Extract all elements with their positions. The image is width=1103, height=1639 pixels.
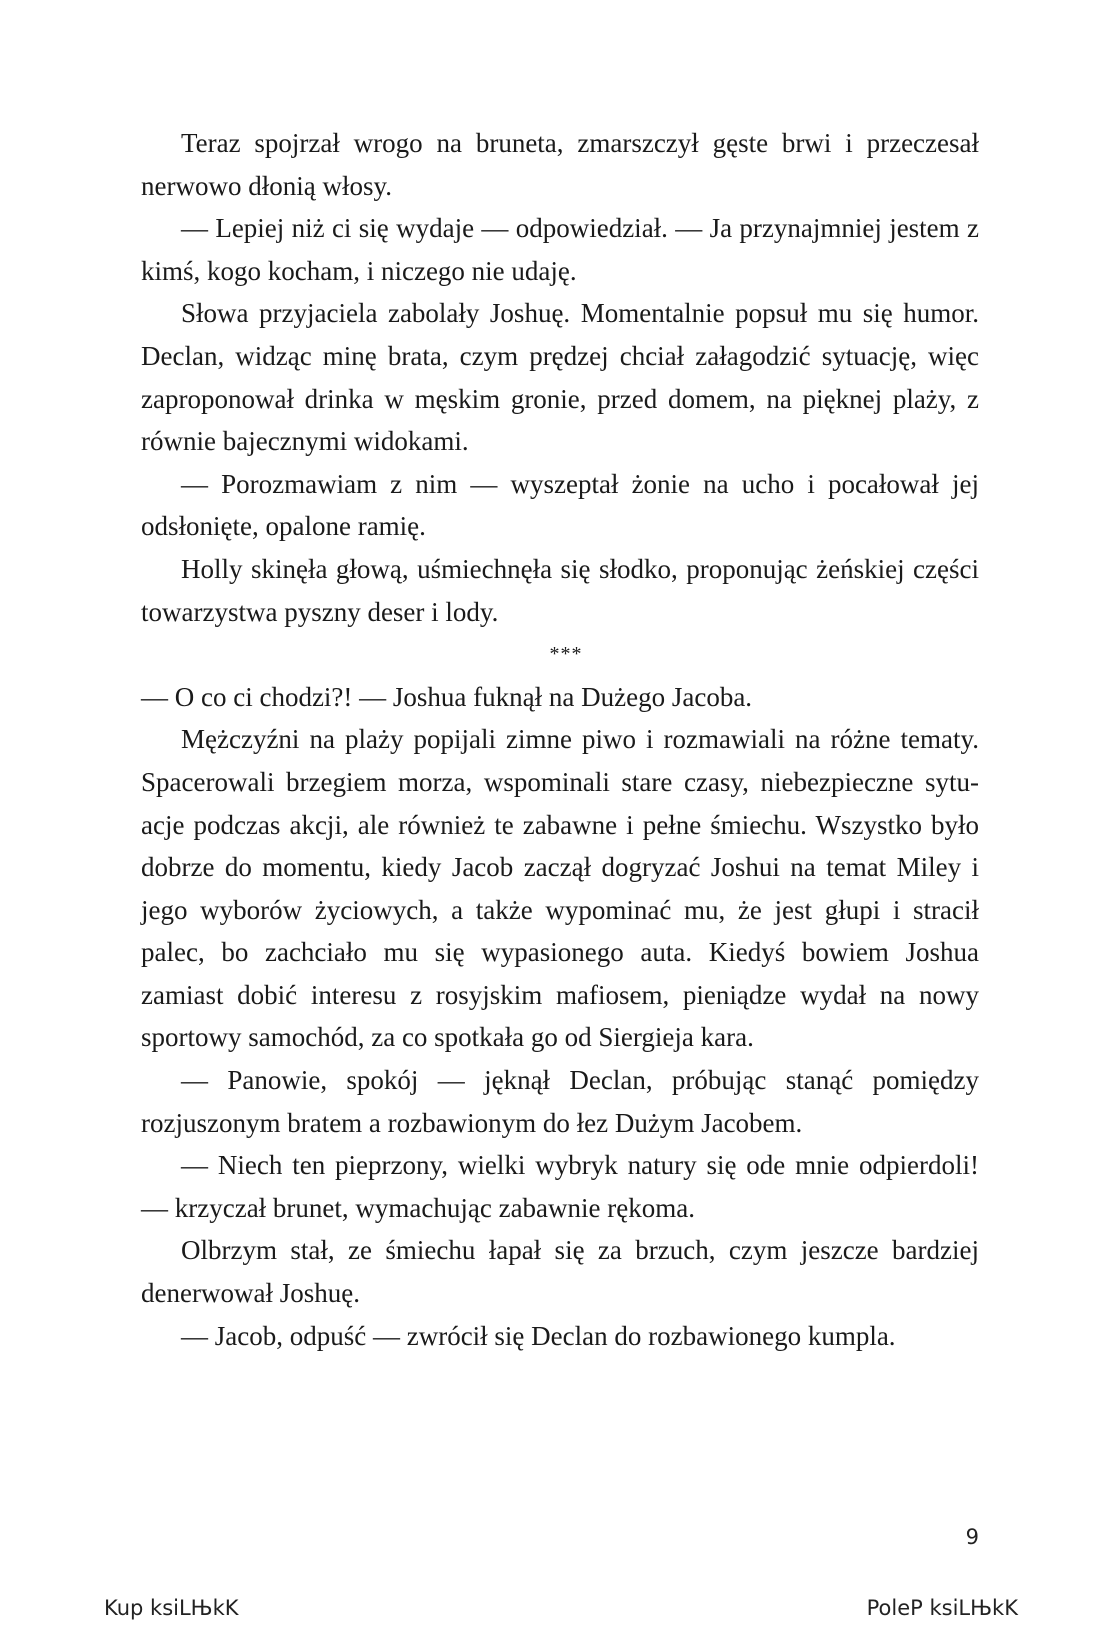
section-separator: *** (549, 643, 583, 666)
paragraph: — Porozmawiam z nim — wyszeptał żonie na ucho i pocałował jej odsłonięte, opalone ramię. (141, 468, 979, 542)
paragraph: — Niech ten pieprzony, wielki wybryk natury się ode mnie odpierdoli! — krzyczał brunet, wymachując zabawnie rękoma. (141, 1150, 979, 1223)
paragraph: — O co ci chodzi?! — Joshua fuknął na Dużego Jacoba. (141, 681, 753, 712)
paragraph: Holly skinęła głową, uśmiechnęła się słodko, proponując żeńskiej części towarzystwa pyszny deser i lody. (141, 553, 979, 627)
page-number: 9 (965, 1525, 979, 1549)
page-body (141, 122, 979, 1357)
paragraph: Mężczyźni na plaży popijali zimne piwo i rozmawiali na różne tematy. Spacerowali brzegiem morza, wspominali stare czasy, niebezpieczne sytuacje podczas akcji, ale również te zabawne i pełne śmiechu. Wszystko było dobrze do momentu, kiedy Jacob zaczął dogryzać Joshui na temat Miley i jego wyborów życiowych, a także wypominać mu, że jest głupi i stracił palec, bo zachciało mu się wypasionego auta. Kiedyś bowiem Joshua zamiast dobić interesu z rosyjskim mafiosem, pieniądze wydał na nowy sportowy samochód, za co spotkała go od Siergieja kara. (141, 724, 979, 1053)
paragraph: — Lepiej niż ci się wydaje — odpowiedział. — Ja przynajmniej jestem z kimś, kogo kocham, i niczego nie udaję. (141, 213, 979, 286)
paragraph: — Panowie, spokój — jęknął Declan, próbując stanąć pomiędzy rozjuszonym bratem a rozbawionym do łez Dużym Jacobem. (141, 1065, 979, 1138)
paragraph: Teraz spojrzał wrogo na bruneta, zmarszczył gęste brwi i przeczesał nerwowo dłonią włosy. (141, 128, 979, 201)
recommend-book-link[interactable]: PoleP ksiLЊkK (866, 1596, 1018, 1620)
buy-book-link[interactable]: Kup ksiLЊkK (104, 1596, 239, 1620)
paragraph: Słowa przyjaciela zabolały Joshuę. Momentalnie popsuł mu się humor. Declan, widząc minę brata, czym prędzej chciał załagodzić sytuację, więc zaproponował drinka w męskim gronie, przed domem, na pięknej plaży, z równie bajecznymi widokami. (141, 298, 979, 457)
paragraph: Olbrzym stał, ze śmiechu łapał się za brzuch, czym jeszcze bardziej denerwował Joshuę. (141, 1235, 979, 1309)
paragraph: — Jacob, odpuść — zwrócił się Declan do rozbawionego kumpla. (181, 1320, 896, 1351)
